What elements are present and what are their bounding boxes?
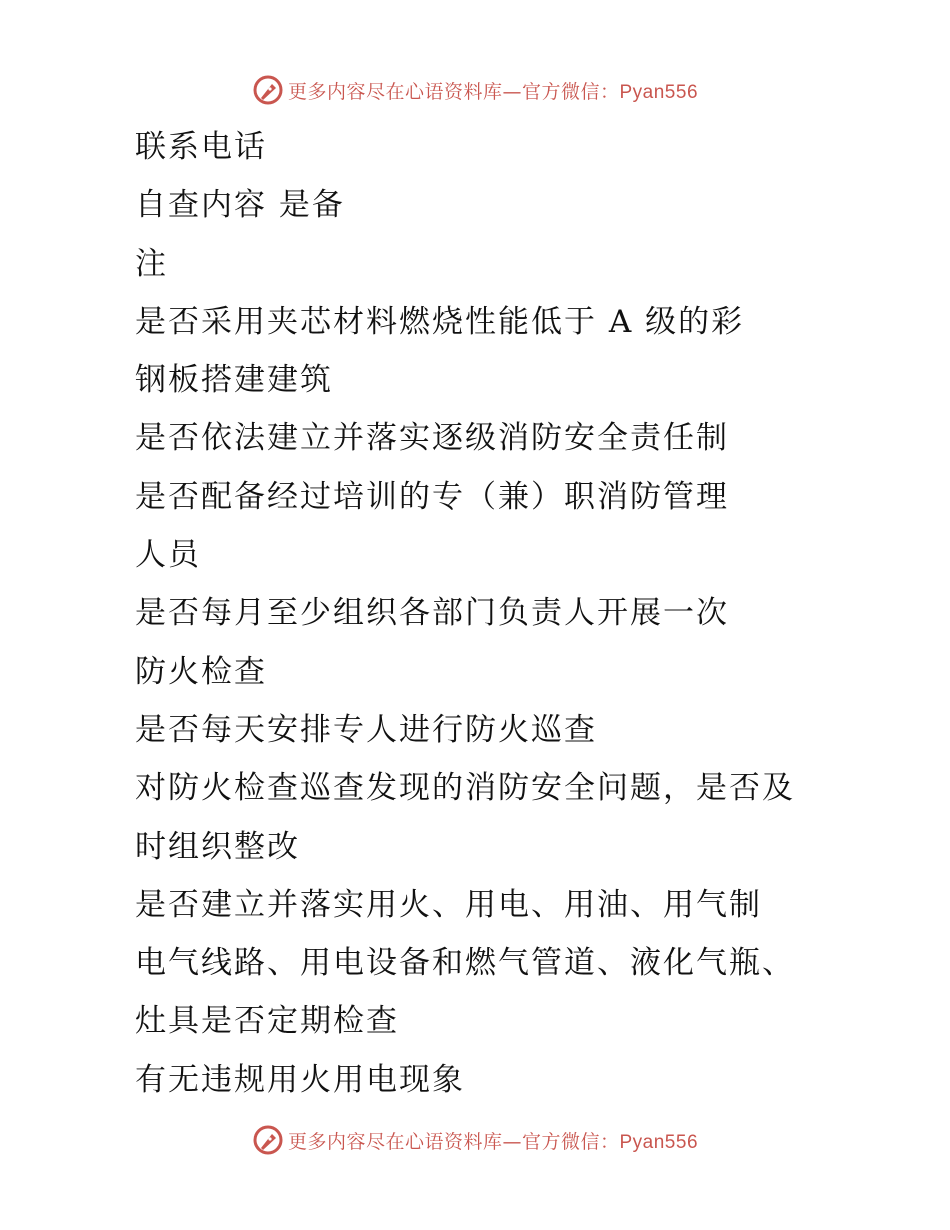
pen-nib-logo-icon bbox=[252, 74, 284, 106]
text-line: 钢板搭建建筑 bbox=[135, 362, 333, 399]
watermark-separator: — bbox=[502, 1130, 522, 1153]
text-line: 是否每天安排专人进行防火巡查 bbox=[135, 711, 597, 748]
text-line: 注 bbox=[135, 245, 168, 282]
text-line: 联系电话 bbox=[135, 129, 267, 165]
header-watermark bbox=[0, 70, 950, 110]
watermark-brand: 更多内容尽在心语资料库 bbox=[287, 1130, 503, 1153]
text-line: 灶具是否定期检查 bbox=[135, 1003, 399, 1040]
text-line: 是否建立并落实用火、用电、用油、用气制 bbox=[135, 886, 762, 923]
text-line: 是否每月至少组织各部门负责人开展一次 bbox=[135, 595, 729, 632]
text-line: 是否配备经过培训的专（兼）职消防管理 bbox=[135, 478, 729, 515]
text-line: 防火检查 bbox=[135, 653, 267, 690]
watermark-text bbox=[288, 77, 698, 104]
text-line: 自查内容 是备 bbox=[135, 187, 345, 224]
footer-watermark bbox=[0, 1120, 950, 1160]
document-body bbox=[135, 118, 895, 1109]
watermark-official: 官方微信： bbox=[521, 80, 620, 103]
text-line: 对防火检查巡查发现的消防安全问题，是否及 bbox=[135, 770, 795, 807]
text-line: 是否采用夹芯材料燃烧性能低于 A 级的彩 bbox=[135, 303, 745, 340]
watermark-text bbox=[288, 1127, 698, 1154]
text-line: 电气线路、用电设备和燃气管道、液化气瓶、 bbox=[135, 945, 795, 982]
watermark-brand: 更多内容尽在心语资料库 bbox=[287, 80, 503, 103]
watermark-wechat-id: Pyan556 bbox=[619, 1131, 699, 1153]
watermark-official: 官方微信： bbox=[521, 1130, 620, 1153]
text-line: 有无违规用火用电现象 bbox=[135, 1061, 465, 1098]
text-line: 时组织整改 bbox=[135, 828, 300, 865]
text-line: 是否依法建立并落实逐级消防安全责任制 bbox=[135, 420, 729, 457]
watermark-separator: — bbox=[502, 80, 522, 103]
text-line: 人员 bbox=[135, 537, 201, 574]
pen-nib-logo-icon bbox=[252, 1124, 284, 1156]
watermark-wechat-id: Pyan556 bbox=[619, 81, 699, 103]
